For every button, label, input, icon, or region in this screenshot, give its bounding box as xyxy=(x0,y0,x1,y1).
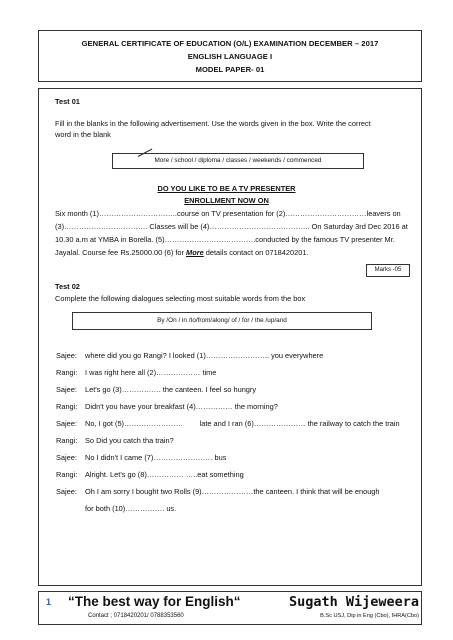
author-name: Sugath Wijeweera xyxy=(288,594,419,610)
dialogue-line: Alright. Let's go (8)…………… …..eat something xyxy=(85,470,244,479)
dialogue-line: I was right here all (2)……………… time xyxy=(85,368,217,377)
ad-line-1: Six month (1)…………………………..course on TV presentation for (2)……………………………leavers on xyxy=(55,209,401,218)
footer-contact: Contact ; 0718420201/ 0788353560 xyxy=(88,613,184,619)
dialogue-line: Didn't you have your breakfast (4)…………… the morning? xyxy=(85,402,278,411)
dialogue-line: Let's go (3)……………. the canteen. I feel so hungry xyxy=(85,385,257,394)
ad-line-4-word: More xyxy=(186,248,204,257)
ad-line-3: 10.30 a.m at YMBA in Borella. (5)……………………………….conducted by the famous TV presenter Mr. xyxy=(55,235,395,244)
dialogue-line: where did you go Rangi? I looked (1)…………………….. you everywhere xyxy=(85,351,324,360)
ad-title: DO YOU LIKE TO BE A TV PRESENTER xyxy=(157,184,296,193)
test1-instruction-line2: word in the blank xyxy=(55,130,111,139)
test1-title: Test 01 xyxy=(55,97,80,106)
page-number: 1 xyxy=(46,597,52,607)
test2-title: Test 02 xyxy=(55,282,80,291)
dialogue-speaker: Rangi: xyxy=(56,368,78,377)
marks-badge: Marks -05 xyxy=(366,264,410,277)
ad-line-4-end: details contact on 0718420201. xyxy=(203,248,309,257)
dialogue-line: No, I got (5)…………………… late and I ran (6)………………… the railway to catch the train xyxy=(85,419,400,428)
ad-line-4 xyxy=(55,248,309,257)
dialogue-speaker: Sajee: xyxy=(56,385,77,394)
paper-title: MODEL PAPER- 01 xyxy=(195,65,265,74)
test2-instruction: Complete the following dialogues selecting most suitable words from the box xyxy=(55,294,306,303)
subject-title: ENGLISH LANGUAGE I xyxy=(187,52,273,61)
dialogue-speaker: Rangi: xyxy=(56,470,78,479)
dialogue-line: Oh I am sorry I bought two Rolls (9)…………………the canteen. I think that will be enough xyxy=(85,487,380,496)
dialogue-speaker: Rangi: xyxy=(56,436,78,445)
header-box xyxy=(38,30,422,82)
ad-subtitle: ENROLLMENT NOW ON xyxy=(184,196,269,205)
dialogue-speaker: Sajee: xyxy=(56,419,77,428)
dialogue-line: So Did you catch tha train? xyxy=(85,436,174,445)
footer-slogan: “The best way for English“ xyxy=(68,594,241,609)
test1-instruction-line1: Fill in the blanks in the following advertisement. Use the words given in the box. Write the correct xyxy=(55,119,371,128)
dialogue-line: for both (10)……………. us. xyxy=(85,504,177,513)
dialogue-speaker: Sajee: xyxy=(56,487,77,496)
exam-title: GENERAL CERTIFICATE OF EDUCATION (O/L) EXAMINATION DECEMBER – 2017 xyxy=(81,39,379,48)
test2-word-box: By /On / in /to/from/along/ of / for / the /up/and xyxy=(72,312,372,330)
dialogue-speaker: Sajee: xyxy=(56,351,77,360)
author-credentials: B.Sc USJ, Dip in Eng (Cbo), IHRA(Cbo) xyxy=(320,613,419,619)
ad-line-2: (3)……………………………. Classes will be (4)………………………………….. On Saturday 3rd Dec 2016 at xyxy=(55,222,408,231)
test1-word-box: More / school / diploma / classes / weekends / commenced xyxy=(112,153,364,169)
dialogue-speaker: Sajee: xyxy=(56,453,77,462)
dialogue-speaker: Rangi: xyxy=(56,402,78,411)
dialogue-line: No I didn't I came (7)…………………… bus xyxy=(85,453,227,462)
ad-line-4-start: Jayalal. Course fee Rs.25000.00 (6) for xyxy=(55,248,187,257)
